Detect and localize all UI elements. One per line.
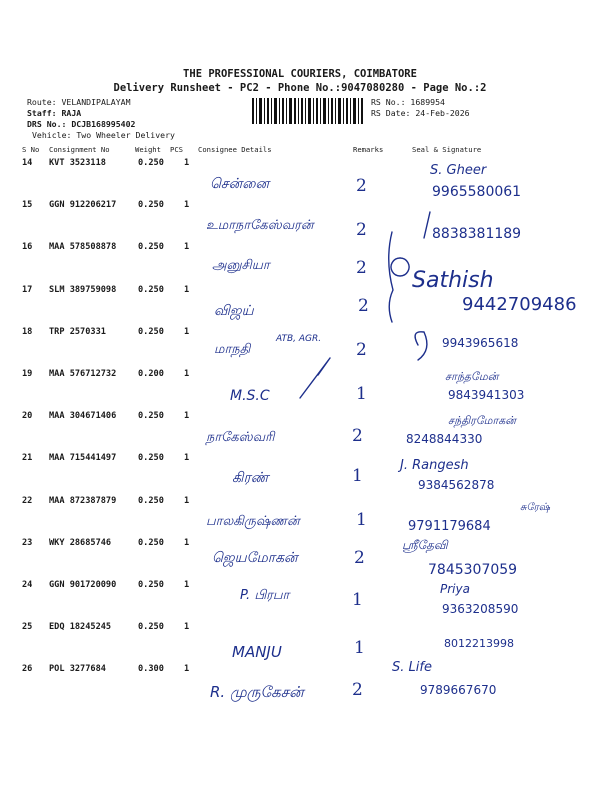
row-weight: 0.250 bbox=[138, 158, 164, 168]
row-consignee-handwritten: ஜெயமோகன் bbox=[212, 550, 298, 566]
row-pcs: 1 bbox=[184, 580, 190, 590]
row-signature-phone: 9943965618 bbox=[442, 336, 519, 350]
row-signature: சாந்தமேன் bbox=[445, 370, 499, 383]
row-weight: 0.250 bbox=[138, 537, 164, 548]
rs-number: RS No.: 1689954 bbox=[371, 97, 445, 107]
row-consignment-no: EDQ 18245245 bbox=[49, 622, 112, 633]
row-consignee-handwritten: R. முருகேசன் bbox=[210, 683, 304, 701]
row-consignee-handwritten: அனுசியா bbox=[212, 258, 270, 273]
row-signature: சுரேஷ் bbox=[520, 502, 550, 513]
row-consignment-no: GGN 912206217 bbox=[49, 200, 117, 211]
row-sno: 22 bbox=[22, 495, 33, 506]
row-weight: 0.250 bbox=[138, 326, 164, 337]
row-pcs: 1 bbox=[184, 369, 190, 379]
row-consignment-no: TRP 2570331 bbox=[49, 326, 106, 337]
row-sno: 15 bbox=[22, 200, 33, 211]
row-remark: 2 bbox=[356, 176, 367, 196]
row-sno: 14 bbox=[22, 158, 33, 168]
row-pcs: 1 bbox=[184, 326, 190, 337]
row-consignment-no: MAA 576712732 bbox=[49, 369, 117, 379]
drs-number: DRS No.: DCJB168995402 bbox=[27, 119, 136, 129]
row-weight: 0.250 bbox=[138, 200, 164, 211]
row-signature-phone: 9843941303 bbox=[448, 388, 525, 402]
staff-label: Staff: RAJA bbox=[27, 108, 82, 118]
row-weight: 0.250 bbox=[138, 242, 164, 253]
row-consignee-handwritten: உமாநாகேஸ்வரன் bbox=[206, 218, 314, 233]
route-label: Route: VELANDIPALAYAM bbox=[27, 97, 131, 107]
row-signature: S. Gheer bbox=[430, 163, 487, 178]
row-pcs: 1 bbox=[184, 158, 190, 168]
row-sno: 19 bbox=[22, 369, 33, 379]
row-consignee-handwritten: MANJU bbox=[232, 643, 282, 661]
row-consignee-handwritten: விஜய் bbox=[214, 303, 254, 319]
col-pcs-header: PCS bbox=[170, 145, 183, 154]
row-sno: 17 bbox=[22, 284, 33, 295]
row-consignee-handwritten: மாநதி bbox=[214, 342, 251, 357]
row-remark: 1 bbox=[352, 466, 363, 486]
row-sno: 16 bbox=[22, 242, 33, 253]
row-pcs: 1 bbox=[184, 284, 190, 295]
row-remark: 2 bbox=[352, 426, 363, 446]
row-remark: 2 bbox=[352, 680, 363, 700]
row-remark: 1 bbox=[356, 384, 367, 404]
row-remark: 1 bbox=[354, 638, 365, 658]
vehicle-label: Vehicle: Two Wheeler Delivery bbox=[32, 130, 175, 140]
row-sno: 18 bbox=[22, 326, 33, 337]
row-pcs: 1 bbox=[184, 664, 190, 675]
row-pcs: 1 bbox=[184, 242, 190, 253]
row-signature: S. Life bbox=[392, 660, 432, 675]
row-sno: 24 bbox=[22, 580, 33, 590]
row-signature-phone: 9384562878 bbox=[418, 478, 495, 492]
row-signature-phone: 9789667670 bbox=[420, 683, 497, 697]
circled-mark bbox=[391, 258, 409, 276]
row-remark: 1 bbox=[352, 590, 363, 610]
row-consignee-handwritten: M.S.C bbox=[230, 388, 270, 404]
row-sno: 20 bbox=[22, 411, 33, 422]
row-remark: 2 bbox=[356, 258, 367, 278]
row-remark: 2 bbox=[356, 220, 367, 240]
row-remark: 1 bbox=[356, 510, 367, 530]
row-weight: 0.250 bbox=[138, 622, 164, 633]
row-consignment-no: KVT 3523118 bbox=[49, 158, 106, 168]
row-signature-phone: 9442709486 bbox=[462, 294, 577, 315]
row-consignee-handwritten: கிரண் bbox=[232, 470, 269, 486]
col-weight-header: Weight bbox=[135, 145, 161, 154]
row-sno: 21 bbox=[22, 453, 33, 464]
row-weight: 0.250 bbox=[138, 495, 164, 506]
row-signature-phone: 9965580061 bbox=[432, 184, 522, 200]
row-consignment-no: WKY 28685746 bbox=[49, 537, 112, 548]
rs-date: RS Date: 24-Feb-2026 bbox=[371, 108, 470, 118]
row-pcs: 1 bbox=[184, 200, 190, 211]
row-pcs: 1 bbox=[184, 622, 190, 633]
row-remark: 2 bbox=[356, 340, 367, 360]
tick-stroke bbox=[424, 212, 430, 238]
scribble-stroke bbox=[415, 332, 427, 360]
company-title: THE PROFESSIONAL COURIERS, COIMBATORE bbox=[183, 68, 417, 80]
row-remark: 2 bbox=[354, 548, 365, 568]
col-remarks-header: Remarks bbox=[353, 145, 384, 154]
arrow-stroke bbox=[300, 358, 330, 398]
row-weight: 0.250 bbox=[138, 580, 164, 590]
row-signature: Priya bbox=[440, 582, 470, 596]
col-sno-header: S No bbox=[22, 145, 40, 154]
row-consignee-handwritten: பாலகிருஷ்ணன் bbox=[206, 514, 300, 529]
bracket-stroke bbox=[389, 232, 393, 322]
row-signature-phone: 7845307059 bbox=[428, 562, 518, 578]
row-weight: 0.300 bbox=[138, 664, 164, 675]
row-signature-phone: 9791179684 bbox=[408, 519, 491, 534]
row-weight: 0.250 bbox=[138, 453, 164, 464]
runsheet-subtitle: Delivery Runsheet - PC2 - Phone No.:9047080280 - Page No.:2 bbox=[113, 82, 487, 94]
row-consignment-no: MAA 715441497 bbox=[49, 453, 117, 464]
row-sno: 23 bbox=[22, 537, 33, 548]
barcode-image bbox=[252, 98, 364, 124]
row-signature-phone: 8012213998 bbox=[444, 637, 514, 650]
row-consignee-handwritten: நாகேஸ்வரி bbox=[206, 430, 275, 445]
row-signature: Sathish bbox=[412, 268, 494, 293]
row-consignee-note: ATB, AGR. bbox=[276, 334, 322, 344]
row-signature-phone: 8248844330 bbox=[406, 432, 483, 446]
row-consignment-no: GGN 901720090 bbox=[49, 580, 117, 590]
row-weight: 0.200 bbox=[138, 369, 164, 379]
row-sno: 26 bbox=[22, 664, 33, 675]
row-remark: 2 bbox=[358, 296, 369, 316]
col-consignee-header: Consignee Details bbox=[198, 145, 272, 154]
row-signature-phone: 8838381189 bbox=[432, 226, 522, 242]
col-consignment-header: Consignment No bbox=[49, 145, 110, 154]
row-weight: 0.250 bbox=[138, 284, 164, 295]
row-pcs: 1 bbox=[184, 411, 190, 422]
row-signature-phone: 9363208590 bbox=[442, 602, 519, 616]
col-signature-header: Seal & Signature bbox=[412, 145, 482, 154]
row-consignment-no: MAA 578508878 bbox=[49, 242, 117, 253]
row-consignment-no: POL 3277684 bbox=[49, 664, 106, 675]
row-signature: J. Rangesh bbox=[400, 458, 469, 473]
row-signature: சந்திரமோகன் bbox=[448, 414, 516, 427]
row-pcs: 1 bbox=[184, 453, 190, 464]
row-consignment-no: MAA 872387879 bbox=[49, 495, 117, 506]
row-sno: 25 bbox=[22, 622, 33, 633]
row-weight: 0.250 bbox=[138, 411, 164, 422]
row-pcs: 1 bbox=[184, 537, 190, 548]
row-pcs: 1 bbox=[184, 495, 190, 506]
row-consignment-no: SLM 389759098 bbox=[49, 284, 117, 295]
row-signature: ஸ்ரீதேவி bbox=[402, 538, 448, 552]
row-consignment-no: MAA 304671406 bbox=[49, 411, 117, 422]
row-consignee-handwritten: சென்னை bbox=[210, 176, 270, 192]
row-consignee-handwritten: P. பிரபா bbox=[240, 588, 290, 603]
